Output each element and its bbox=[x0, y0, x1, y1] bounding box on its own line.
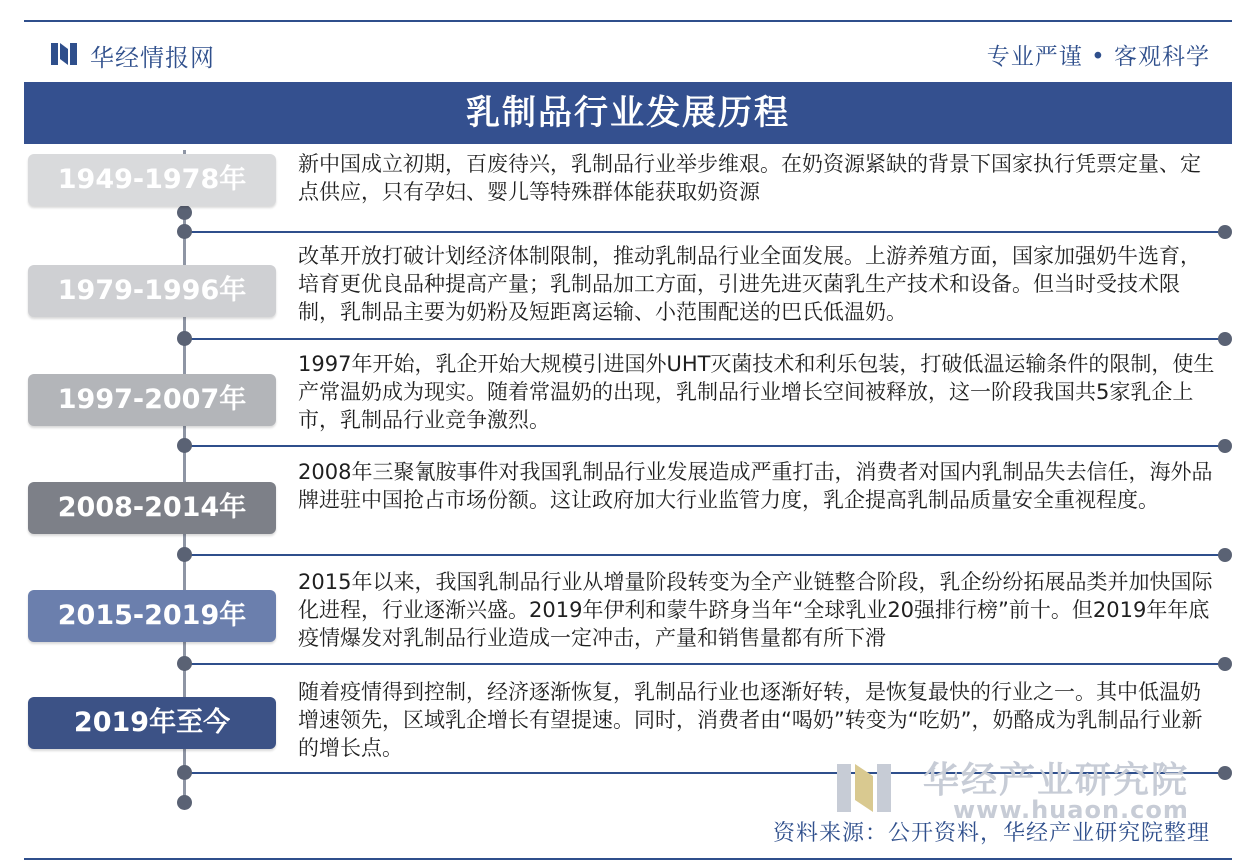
timeline-dot bbox=[177, 795, 192, 810]
year-pill-2015-2019: 2015-2019年 bbox=[28, 590, 276, 642]
watermark-name: 华经产业研究院 bbox=[923, 760, 1190, 801]
slogan: 专业严谨 • 客观科学 bbox=[986, 44, 1210, 70]
period-description: 新中国成立初期，百废待兴，乳制品行业举步维艰。在奶资源紧缺的背景下国家执行凭票定量、定点供应，只有孕妇、婴儿等特殊群体能获取奶资源 bbox=[298, 152, 1201, 204]
huajing-logo-icon bbox=[50, 40, 78, 68]
year-pill-2019-present: 2019年至今 bbox=[28, 697, 276, 749]
source-note: 资料来源：公开资料，华经产业研究院整理 bbox=[772, 821, 1210, 846]
separator-line bbox=[190, 663, 1226, 665]
brand-name: 华经情报网 bbox=[90, 44, 215, 72]
timeline-dot bbox=[177, 547, 192, 562]
year-pill-1949-1978: 1949-1978年 bbox=[28, 154, 276, 206]
header bbox=[50, 34, 1210, 74]
separator-end-dot bbox=[1218, 548, 1232, 562]
period-description: 改革开放打破计划经济体制限制，推动乳制品行业全面发展。上游养殖方面，国家加强奶牛选育，培育更优良品种提高产量；乳制品加工方面，引进先进灭菌乳生产技术和设备。但当时受技术限制，乳制品主要为奶粉及短距离运输、小范围配送的巴氏低温奶。 bbox=[298, 244, 1201, 324]
separator-end-dot bbox=[1218, 766, 1232, 780]
timeline-dot bbox=[177, 205, 192, 220]
period-description: 1997年开始，乳企开始大规模引进国外UHT灭菌技术和利乐包装，打破低温运输条件的限制，使生产常温奶成为现实。随着常温奶的出现，乳制品行业增长空间被释放，这一阶段我国共5家乳企上市，乳制品行业竞争激烈。 bbox=[298, 352, 1215, 432]
separator-line bbox=[190, 338, 1226, 340]
separator-line bbox=[190, 231, 1226, 233]
separator-end-dot bbox=[1218, 439, 1232, 453]
timeline-dot bbox=[177, 224, 192, 239]
period-description: 2008年三聚氰胺事件对我国乳制品行业发展造成严重打击，消费者对国内乳制品失去信任，海外品牌进驻中国抢占市场份额。这让政府加大行业监管力度，乳企提高乳制品质量安全重视程度。 bbox=[298, 460, 1213, 512]
timeline-dot bbox=[177, 438, 192, 453]
page-title: 乳制品行业发展历程 bbox=[24, 82, 1232, 144]
separator-end-dot bbox=[1218, 225, 1232, 239]
period-description: 2015年以来，我国乳制品行业从增量阶段转变为全产业链整合阶段，乳企纷纷拓展品类并加快国际化进程，行业逐渐兴盛。2019年伊利和蒙牛跻身当年“全球乳业20强排行榜”前十。但2019年年底疫情爆发对乳制品行业造成一定冲击，产量和销售量都有所下滑 bbox=[298, 570, 1213, 650]
year-pill-1997-2007: 1997-2007年 bbox=[28, 374, 276, 426]
watermark-url: www.huaon.com bbox=[953, 796, 1189, 824]
year-pill-2008-2014: 2008-2014年 bbox=[28, 482, 276, 534]
separator-end-dot bbox=[1218, 332, 1232, 346]
timeline-dot bbox=[177, 331, 192, 346]
separator-line bbox=[190, 554, 1226, 556]
separator-line bbox=[190, 445, 1226, 447]
timeline-dot bbox=[177, 656, 192, 671]
separator-end-dot bbox=[1218, 657, 1232, 671]
year-pill-1979-1996: 1979-1996年 bbox=[28, 265, 276, 317]
watermark bbox=[835, 752, 1215, 824]
period-description: 随着疫情得到控制，经济逐渐恢复，乳制品行业也逐渐好转，是恢复最快的行业之一。其中低温奶增速领先，区域乳企增长有望提速。同时，消费者由“喝奶”转变为“吃奶”，奶酪成为乳制品行业新的增长点。 bbox=[298, 680, 1203, 760]
watermark-logo-icon bbox=[835, 758, 895, 818]
timeline-dot bbox=[177, 765, 192, 780]
